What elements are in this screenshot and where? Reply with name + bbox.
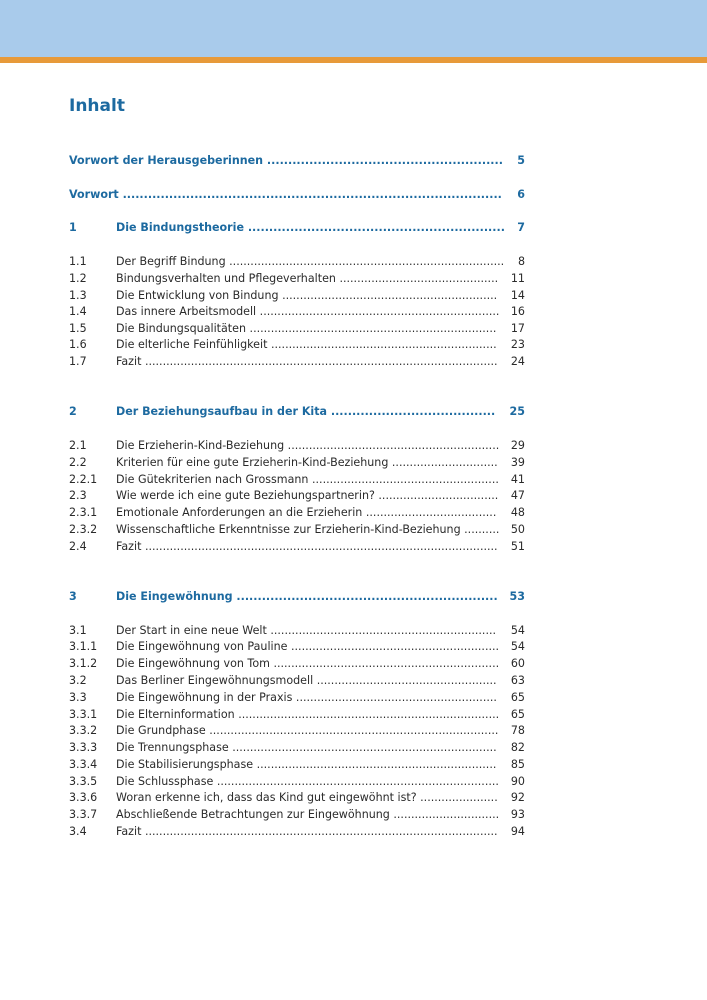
toc-entry-title: Die Stabilisierungsphase ....................................................................: [116, 758, 497, 771]
toc-entry-page: 53: [509, 590, 525, 603]
toc-entry[interactable]: [69, 321, 525, 336]
toc-entry[interactable]: [69, 505, 525, 520]
toc-entry-page: 14: [510, 289, 525, 302]
toc-entry-title: Kriterien für eine gute Erzieherin-Kind-Beziehung ..............................: [116, 456, 498, 469]
toc-entry-number: 3.4: [69, 825, 87, 838]
toc-entry-number: 2.1: [69, 439, 87, 452]
toc-entry-number: 3.3.7: [69, 808, 98, 821]
toc-entry-title: Fazit ....................................................................................................: [116, 355, 498, 368]
toc-entry-number: 2.3.2: [69, 523, 98, 536]
toc-entry[interactable]: [69, 254, 525, 269]
toc-entry[interactable]: [69, 807, 525, 822]
toc-entry-page: 93: [510, 808, 525, 821]
toc-entry-number: 1.6: [69, 338, 87, 351]
toc-entry[interactable]: [69, 740, 525, 755]
toc-entry-title: Die Schlussphase ................................................................................: [116, 775, 499, 788]
toc-entry[interactable]: [69, 354, 525, 369]
toc-entry-title: Der Beziehungsaufbau in der Kita .......................................: [116, 405, 496, 418]
toc-entry-number: 1.1: [69, 255, 87, 268]
toc-entry-title: Die elterliche Feinfühligkeit ................................................................: [116, 338, 497, 351]
toc-entry-page: 78: [510, 724, 525, 737]
toc-entry-number: 3.3.5: [69, 775, 98, 788]
toc-entry-page: 50: [510, 523, 525, 536]
toc-entry-page: 11: [510, 272, 525, 285]
toc-entry-number: 3.1: [69, 624, 87, 637]
toc-entry-title: Die Eingewöhnung ..............................................................: [116, 590, 498, 603]
toc-entry-title: Emotionale Anforderungen an die Erzieherin .....................................: [116, 506, 497, 519]
toc-entry[interactable]: [69, 690, 525, 705]
toc-entry-number: 3.3: [69, 691, 87, 704]
toc-entry[interactable]: [69, 639, 525, 654]
toc-entry[interactable]: [69, 271, 525, 286]
toc-entry[interactable]: [69, 488, 525, 503]
toc-entry-title: Der Begriff Bindung ..............................................................................: [116, 255, 505, 268]
toc-entry-number: 1: [69, 221, 77, 234]
toc-entry-page: 48: [510, 506, 525, 519]
toc-entry-page: 41: [510, 473, 525, 486]
toc-entry[interactable]: [69, 304, 525, 319]
toc-entry-number: 1.5: [69, 322, 87, 335]
toc-entry[interactable]: [69, 723, 525, 738]
toc-entry-number: 1.3: [69, 289, 87, 302]
toc-entry-page: 82: [510, 741, 525, 754]
toc-entry-page: 5: [517, 154, 525, 167]
toc-heading: Inhalt: [69, 96, 125, 116]
toc-entry-title: Vorwort der Herausgeberinnen ........................................................: [69, 154, 503, 167]
toc-entry[interactable]: [69, 707, 525, 722]
toc-entry-title: Fazit ....................................................................................................: [116, 540, 498, 553]
toc-entry[interactable]: [69, 824, 525, 839]
toc-entry[interactable]: [69, 757, 525, 772]
toc-entry-title: Vorwort ..........................................................................................: [69, 188, 502, 201]
toc-entry-page: 8: [517, 255, 525, 268]
toc-entry-page: 51: [510, 540, 525, 553]
toc-entry-title: Die Grundphase ..................................................................................: [116, 724, 499, 737]
toc-entry-page: 16: [510, 305, 525, 318]
toc-entry[interactable]: [69, 673, 525, 688]
toc-entry-number: 2.4: [69, 540, 87, 553]
toc-entry-number: 3.3.2: [69, 724, 98, 737]
toc-entry[interactable]: [69, 790, 525, 805]
toc-entry[interactable]: [69, 187, 525, 202]
toc-entry-title: Der Start in eine neue Welt ................................................................: [116, 624, 497, 637]
toc-entry[interactable]: [69, 522, 525, 537]
toc-entry-title: Die Gütekriterien nach Grossmann .....................................................: [116, 473, 499, 486]
toc-entry-page: 29: [510, 439, 525, 452]
toc-entry-number: 1.2: [69, 272, 87, 285]
toc-entry[interactable]: [69, 337, 525, 352]
toc-entry[interactable]: [69, 220, 525, 235]
toc-entry-title: Wie werde ich eine gute Beziehungspartnerin? ..................................: [116, 489, 499, 502]
toc-entry-title: Die Elterninformation ..........................................................................: [116, 708, 500, 721]
toc-entry-title: Fazit ....................................................................................................: [116, 825, 498, 838]
toc-entry[interactable]: [69, 539, 525, 554]
toc-entry[interactable]: [69, 589, 525, 604]
toc-entry-title: Bindungsverhalten und Pflegeverhalten .............................................: [116, 272, 499, 285]
toc-entry-number: 3.3.1: [69, 708, 98, 721]
toc-entry-page: 47: [510, 489, 525, 502]
toc-entry-title: Die Bindungsqualitäten ......................................................................: [116, 322, 497, 335]
toc-entry-page: 24: [510, 355, 525, 368]
toc-entry-title: Das Berliner Eingewöhnungsmodell ...................................................: [116, 674, 497, 687]
toc-entry-number: 3.1.1: [69, 640, 98, 653]
toc-entry-number: 2.3.1: [69, 506, 98, 519]
toc-entry-number: 1.7: [69, 355, 87, 368]
header-band: [0, 0, 707, 57]
toc-entry-title: Woran erkenne ich, dass das Kind gut eingewöhnt ist? ......................: [116, 791, 498, 804]
toc-entry-number: 1.4: [69, 305, 87, 318]
toc-entry-number: 3: [69, 590, 77, 603]
toc-entry-page: 65: [510, 708, 525, 721]
toc-entry-page: 65: [510, 691, 525, 704]
toc-entry-page: 63: [510, 674, 525, 687]
toc-entry-title: Die Eingewöhnung von Pauline ...........................................................: [116, 640, 500, 653]
toc-entry-title: Wissenschaftliche Erkenntnisse zur Erzieherin-Kind-Beziehung ..........: [116, 523, 500, 536]
toc-entry-page: 25: [509, 405, 525, 418]
toc-entry[interactable]: [69, 288, 525, 303]
toc-entry[interactable]: [69, 404, 525, 419]
toc-entry-page: 94: [510, 825, 525, 838]
toc-entry-title: Die Entwicklung von Bindung .............................................................: [116, 289, 498, 302]
toc-entry-title: Das innere Arbeitsmodell ....................................................................: [116, 305, 500, 318]
toc-entry-page: 17: [510, 322, 525, 335]
toc-entry-title: Abschließende Betrachtungen zur Eingewöhnung ..............................: [116, 808, 500, 821]
toc-entry-page: 92: [510, 791, 525, 804]
toc-entry-number: 3.1.2: [69, 657, 98, 670]
toc-entry[interactable]: [69, 438, 525, 453]
header-accent-rule: [0, 57, 707, 63]
toc-entry-number: 2.3: [69, 489, 87, 502]
toc-entry-number: 3.3.3: [69, 741, 98, 754]
toc-entry-page: 54: [510, 640, 525, 653]
toc-entry-page: 23: [510, 338, 525, 351]
toc-entry[interactable]: [69, 455, 525, 470]
toc-entry-title: Die Bindungstheorie .............................................................: [116, 221, 505, 234]
toc-entry-page: 90: [510, 775, 525, 788]
toc-entry-title: Die Eingewöhnung in der Praxis .........................................................: [116, 691, 497, 704]
toc-entry-title: Die Erzieherin-Kind-Beziehung ............................................................: [116, 439, 500, 452]
toc-entry-number: 2: [69, 405, 77, 418]
toc-entry-page: 60: [510, 657, 525, 670]
toc-entry[interactable]: [69, 774, 525, 789]
toc-entry-page: 54: [510, 624, 525, 637]
toc-entry-title: Die Trennungsphase ...........................................................................: [116, 741, 497, 754]
toc-entry-number: 3.3.4: [69, 758, 98, 771]
toc-entry-number: 2.2: [69, 456, 87, 469]
toc-entry[interactable]: [69, 153, 525, 168]
toc-entry-page: 39: [510, 456, 525, 469]
toc-entry-page: 7: [517, 221, 525, 234]
toc-entry-page: 6: [517, 188, 525, 201]
toc-entry-number: 2.2.1: [69, 473, 98, 486]
toc-entry[interactable]: [69, 656, 525, 671]
toc-entry-number: 3.3.6: [69, 791, 98, 804]
toc-entry-title: Die Eingewöhnung von Tom ................................................................: [116, 657, 500, 670]
toc-entry[interactable]: [69, 623, 525, 638]
toc-entry[interactable]: [69, 472, 525, 487]
toc-entry-page: 85: [510, 758, 525, 771]
toc-entry-number: 3.2: [69, 674, 87, 687]
